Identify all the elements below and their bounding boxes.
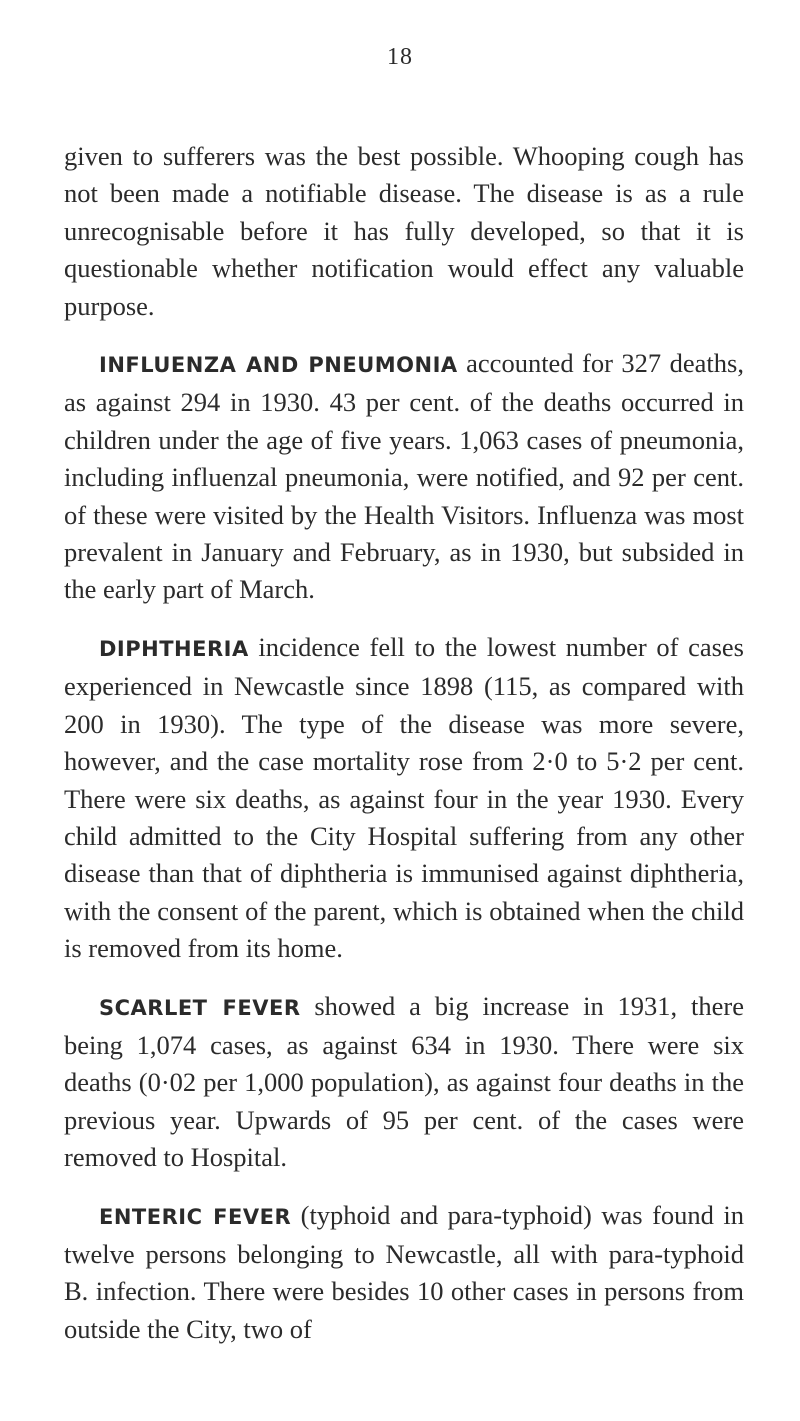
paragraph-whooping-cough: [64, 138, 744, 325]
paragraph-enteric-fever: [64, 1197, 744, 1349]
paragraph-diphtheria: [64, 629, 744, 968]
paragraph-influenza-pneumonia: [64, 345, 744, 609]
paragraph-text: incidence fell to the lowest number of cases experienced in Newcastle since 1898 (115, as compared with 200 in 1930). The type of the disease was more severe, however, and the case mortality rose from 2·0 to 5·2 per cent. There were six deaths, as against four in the year 1930. Every child admitted to the City Hospital suffering from any other disease than that of diphtheria is immunised against diphtheria, with the consent of the parent, which is obtained when the child is removed from its home.: [64, 631, 744, 964]
paragraph-text: (typhoid and para-typhoid) was found in twelve persons belonging to Newcastle, all with para-typhoid B. infection. There were besides 10 other cases in persons from outside the City, two of: [64, 1199, 744, 1344]
paragraph-text: accounted for 327 deaths, as against 294 in 1930. 43 per cent. of the deaths occurred in children under the age of five years. 1,063 cases of pneumonia, including influenzal pneumonia, were notified, and 92 per cent. of these were visited by the Health Visitors. Influenza was most prevalent in January and February, as in 1930, but subsided in the early part of March.: [64, 348, 744, 605]
section-heading: ENTERIC FEVER: [99, 1204, 292, 1229]
paragraph-text: given to sufferers was the best possible. Whooping cough has not been made a notifiable disease. The disease is as a rule unrecognisable before it has fully developed, so that it is questionable whether notification would effect any valuable purpose.: [64, 141, 744, 321]
document-body: [64, 138, 744, 1348]
paragraph-text: showed a big increase in 1931, there being 1,074 cases, as against 634 in 1930. There were six deaths (0·02 per 1,000 population), as against four deaths in the previous year. Upwards of 95 per cent. of the cases were removed to Hospital.: [64, 990, 744, 1173]
section-heading: INFLUENZA AND PNEUMONIA: [99, 353, 458, 378]
section-heading: SCARLET FEVER: [99, 995, 301, 1020]
paragraph-scarlet-fever: [64, 988, 744, 1177]
page-number: 18: [387, 44, 413, 70]
section-heading: DIPHTHERIA: [99, 636, 249, 661]
